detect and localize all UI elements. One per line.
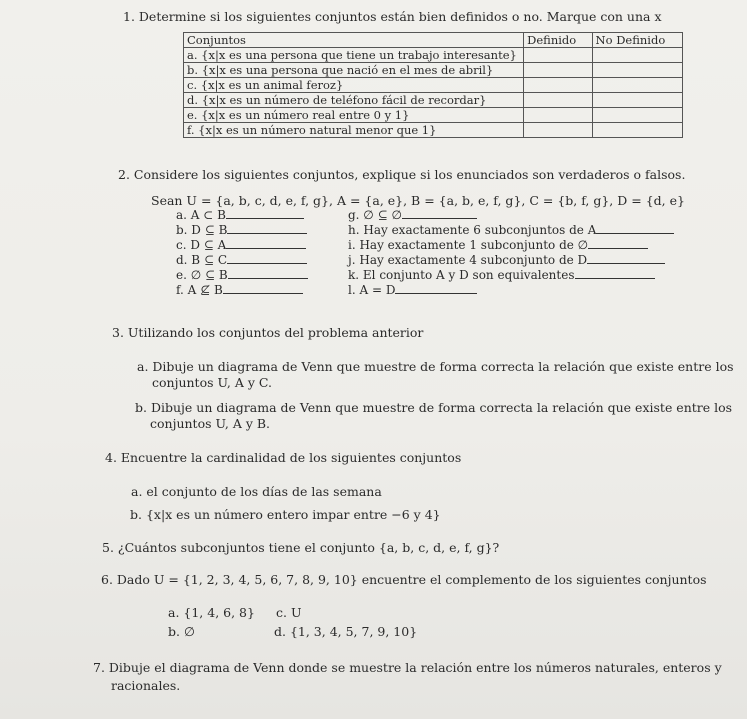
row-e-definido-cell[interactable] <box>524 108 592 123</box>
row-c-definido-cell[interactable] <box>524 78 592 93</box>
q2-item-k: k. El conjunto A y D son equivalentes <box>348 268 655 283</box>
q6-title: 6. Dado U = {1, 2, 3, 4, 5, 6, 7, 8, 9, 10} encuentre el complemento de los siguientes conjuntos <box>101 572 707 587</box>
row-b-label: b. {x|x es una persona que nació en el mes de abril} <box>184 63 524 78</box>
answer-blank[interactable] <box>402 208 477 219</box>
row-a-label: a. {x|x es una persona que tiene un trabajo interesante} <box>184 48 524 63</box>
row-d-no-definido-cell[interactable] <box>592 93 682 108</box>
row-d-label: d. {x|x es un número de teléfono fácil de recordar} <box>184 93 524 108</box>
q7-line1: 7. Dibuje el diagrama de Venn donde se muestre la relación entre los números naturales, enteros y <box>93 660 722 675</box>
q2-item-j: j. Hay exactamente 4 subconjunto de D <box>348 253 665 268</box>
row-c-no-definido-cell[interactable] <box>592 78 682 93</box>
answer-blank[interactable] <box>223 283 303 294</box>
q2-item-a: a. A ⊂ B <box>176 208 304 223</box>
q4-b: b. {x|x es un número entero impar entre −6 y 4} <box>130 507 441 522</box>
table-row <box>184 108 683 123</box>
sets-table <box>183 32 683 138</box>
header-no-definido: No Definido <box>592 33 682 48</box>
q6-b: b. ∅ <box>168 624 195 639</box>
q2-item-h: h. Hay exactamente 6 subconjuntos de A <box>348 223 674 238</box>
q7-line2: racionales. <box>111 678 181 693</box>
q2-title: 2. Considere los siguientes conjuntos, explique si los enunciados son verdaderos o falsos. <box>118 167 686 182</box>
q2-item-c: c. D ⊆ A <box>176 238 306 253</box>
q6-d: d. {1, 3, 4, 5, 7, 9, 10} <box>274 624 418 639</box>
row-e-no-definido-cell[interactable] <box>592 108 682 123</box>
row-f-definido-cell[interactable] <box>524 123 592 138</box>
q2-item-i: i. Hay exactamente 1 subconjunto de ∅ <box>348 238 648 253</box>
row-a-no-definido-cell[interactable] <box>592 48 682 63</box>
q6-a: a. {1, 4, 6, 8} <box>168 605 255 620</box>
q3-a-line2: conjuntos U, A y C. <box>152 375 272 390</box>
answer-blank[interactable] <box>228 268 308 279</box>
q2-item-d: d. B ⊆ C <box>176 253 307 268</box>
q2-item-f: f. A ⊈ B <box>176 283 303 298</box>
table-header-row <box>184 33 683 48</box>
answer-blank[interactable] <box>575 268 655 279</box>
row-a-definido-cell[interactable] <box>524 48 592 63</box>
q3-a-line1: a. Dibuje un diagrama de Venn que muestre de forma correcta la relación que existe entre los <box>137 359 734 374</box>
row-f-label: f. {x|x es un número natural menor que 1} <box>184 123 524 138</box>
answer-blank[interactable] <box>227 253 307 264</box>
row-b-definido-cell[interactable] <box>524 63 592 78</box>
answer-blank[interactable] <box>596 223 674 234</box>
row-e-label: e. {x|x es un número real entre 0 y 1} <box>184 108 524 123</box>
row-c-label: c. {x|x es un animal feroz} <box>184 78 524 93</box>
q1-title: 1. Determine si los siguientes conjuntos están bien definidos o no. Marque con una x <box>123 9 662 24</box>
header-conjuntos: Conjuntos <box>184 33 524 48</box>
q2-sets-definition: Sean U = {a, b, c, d, e, f, g}, A = {a, e}, B = {a, b, e, f, g}, C = {b, f, g}, D = {d, e} <box>151 193 685 208</box>
q2-item-l: l. A = D <box>348 283 477 298</box>
q4-title: 4. Encuentre la cardinalidad de los siguientes conjuntos <box>105 450 462 465</box>
q3-b-line2: conjuntos U, A y B. <box>150 416 271 431</box>
table-row <box>184 63 683 78</box>
q4-a: a. el conjunto de los días de las semana <box>131 484 382 499</box>
answer-blank[interactable] <box>588 238 648 249</box>
q2-item-b: b. D ⊆ B <box>176 223 307 238</box>
answer-blank[interactable] <box>226 208 304 219</box>
answer-blank[interactable] <box>587 253 665 264</box>
table-row <box>184 123 683 138</box>
header-definido: Definido <box>524 33 592 48</box>
q3-b-line1: b. Dibuje un diagrama de Venn que muestre de forma correcta la relación que existe entre los <box>135 400 733 415</box>
table-row <box>184 93 683 108</box>
row-d-definido-cell[interactable] <box>524 93 592 108</box>
q2-item-g: g. ∅ ⊆ ∅ <box>348 208 477 223</box>
answer-blank[interactable] <box>395 283 477 294</box>
q5-title: 5. ¿Cuántos subconjuntos tiene el conjunto {a, b, c, d, e, f, g}? <box>102 540 500 555</box>
row-f-no-definido-cell[interactable] <box>592 123 682 138</box>
row-b-no-definido-cell[interactable] <box>592 63 682 78</box>
answer-blank[interactable] <box>227 223 307 234</box>
answer-blank[interactable] <box>226 238 306 249</box>
q3-title: 3. Utilizando los conjuntos del problema anterior <box>112 325 424 340</box>
table-row <box>184 78 683 93</box>
q2-item-e: e. ∅ ⊆ B <box>176 268 308 283</box>
q6-c: c. U <box>276 605 302 620</box>
table-row <box>184 48 683 63</box>
